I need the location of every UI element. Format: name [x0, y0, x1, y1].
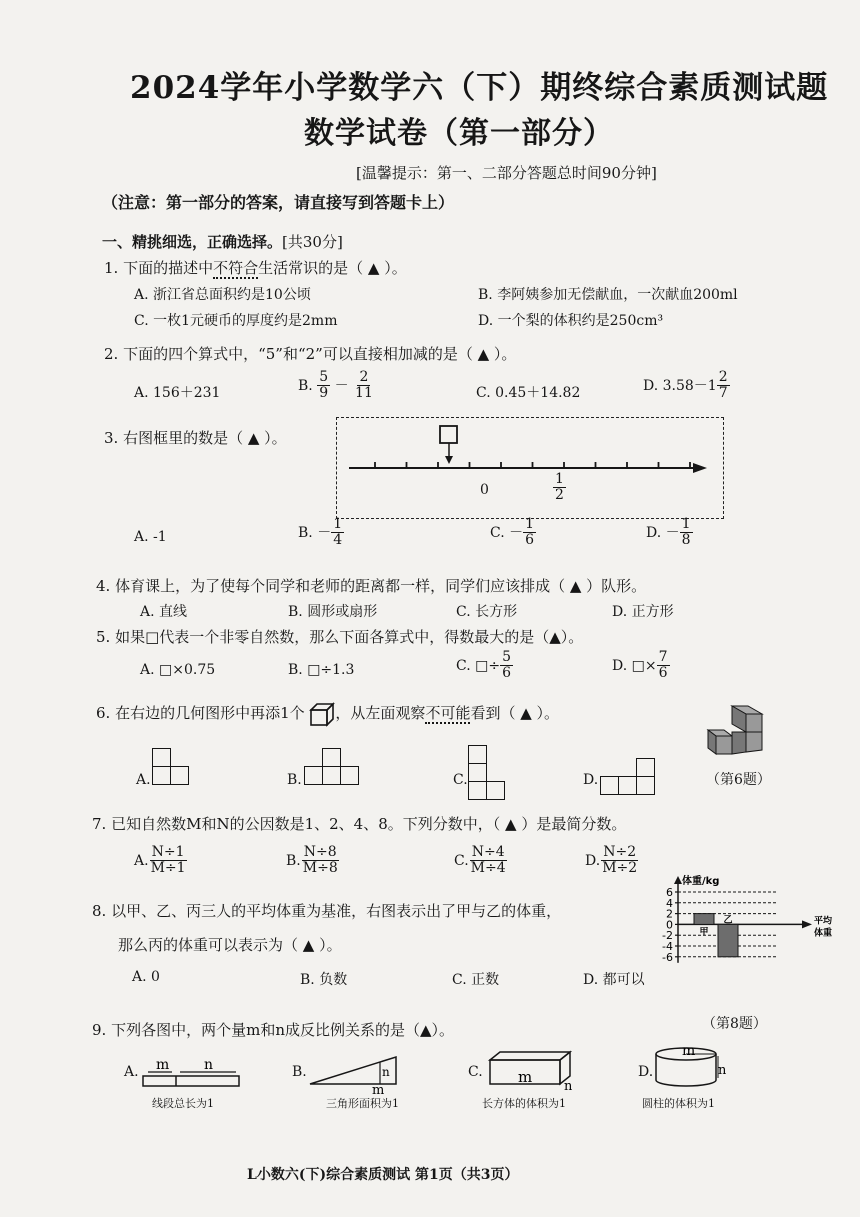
q6-option-a[interactable]: A.	[136, 772, 151, 788]
n-label: n	[204, 1057, 214, 1073]
q9-figure-b	[306, 1054, 416, 1098]
blank-box	[440, 426, 457, 443]
q2-option-d[interactable]	[643, 370, 730, 402]
exam-title: 2024学年小学数学六（下）期终综合素质测试题	[130, 70, 829, 106]
q7-option-d[interactable]	[585, 845, 639, 877]
x-axis-label: 平均	[814, 916, 833, 927]
answer-note: （注意：第一部分的答案，请直接写到答题卡上）	[102, 193, 455, 212]
q6-stem-part: 在右边的几何图形中再添1个	[115, 704, 305, 722]
q3-option-c[interactable]	[490, 517, 536, 549]
q9-caption-a: 线段总长为1	[152, 1097, 214, 1110]
denominator: M÷2	[602, 860, 638, 877]
numerator: 1	[525, 516, 535, 532]
n-label: n	[718, 1063, 727, 1078]
q3-text: 右图框里的数是（ ▲ ）。	[123, 429, 287, 447]
m-label: m	[518, 1068, 533, 1086]
q6-figure-a	[152, 748, 189, 785]
fraction	[523, 517, 536, 549]
q6-stem-part: ，从左面观察	[335, 704, 426, 722]
section-title: 一、精挑细选，正确选择。	[102, 233, 283, 251]
bar-label: 甲	[699, 927, 709, 938]
bar-甲	[694, 914, 714, 925]
numerator: 1	[555, 471, 564, 487]
q2-b-label: B.	[298, 377, 313, 394]
operator: －	[334, 377, 349, 394]
q1-stem-part: 下面的描述中	[123, 259, 214, 277]
q1-number: 1.	[104, 259, 119, 277]
q3-option-b[interactable]	[298, 517, 344, 549]
q2-d-label: D. 3.58－1	[643, 377, 717, 394]
q6-figure-c	[468, 745, 505, 800]
fraction	[680, 517, 693, 549]
n-label: n	[564, 1079, 573, 1094]
q4-text: 体育课上，为了使每个同学和老师的距离都一样，同学们应该排成（ ▲ ）队形。	[115, 577, 647, 595]
q9-caption-d: 圆柱的体积为1	[642, 1097, 715, 1110]
y-tick-label: -2	[662, 929, 673, 943]
y-tick-label: 4	[666, 896, 673, 910]
q8-stem-line1	[92, 900, 561, 921]
q3-b-label: B. －	[298, 524, 332, 541]
fraction	[553, 472, 566, 504]
q8-option-a[interactable]: A. 0	[132, 969, 160, 985]
q6-stem-part: 看到（ ▲ ）。	[470, 704, 560, 722]
denominator: 9	[319, 385, 329, 402]
fraction	[331, 517, 344, 549]
fraction	[657, 650, 670, 682]
q6-emphasis: 不可能	[425, 704, 471, 722]
q2-number: 2.	[104, 345, 119, 363]
numerator: 1	[681, 516, 691, 532]
denominator: 6	[658, 665, 668, 682]
q9-figure-a	[140, 1056, 246, 1094]
q4-stem	[96, 575, 646, 596]
q8-text: 以甲、乙、丙三人的平均体重为基准，右图表示出了甲与乙的体重，	[111, 902, 562, 920]
q4-option-c[interactable]: C. 长方形	[456, 604, 518, 620]
q8-option-b[interactable]: B. 负数	[300, 972, 348, 988]
denominator: 6	[525, 532, 535, 549]
q4-option-a[interactable]: A. 直线	[140, 604, 188, 620]
y-axis-label: 体重/kg	[682, 876, 720, 887]
q5-d-label: D. □×	[612, 657, 657, 674]
q6-figure-d	[600, 758, 655, 795]
q9-caption-b: 三角形面积为1	[326, 1097, 399, 1110]
q2-option-b[interactable]	[298, 370, 375, 402]
q3-option-a[interactable]: A. -1	[134, 529, 167, 545]
numerator: 2	[718, 369, 728, 385]
m-label: m	[156, 1057, 170, 1073]
q3-option-d[interactable]	[646, 517, 693, 549]
x-axis-label: 体重	[814, 928, 833, 939]
q5-stem	[96, 626, 583, 647]
weight-chart	[650, 866, 833, 1012]
q8-number: 8.	[92, 902, 107, 920]
q1-option-b[interactable]: B. 李阿姨参加无偿献血，一次献血200ml	[478, 287, 738, 303]
exam-subtitle: 数学试卷（第一部分）	[304, 116, 614, 151]
page-footer: L小数六(下)综合素质测试 第1页（共3页）	[247, 1167, 519, 1183]
q1-option-d[interactable]: D. 一个梨的体积约是250cm³	[478, 313, 664, 329]
q7-text: 已知自然数M和N的公因数是1、2、4、8。下列分数中，（ ▲ ）是最简分数。	[111, 815, 627, 833]
q7-b-label: B.	[286, 852, 301, 869]
denominator: M÷1	[150, 860, 186, 877]
q1-emphasis: 不符合	[213, 259, 259, 277]
denominator: 6	[502, 665, 511, 682]
q9-option-c[interactable]: C.	[468, 1064, 483, 1080]
numerator: 5	[319, 369, 329, 385]
cube-icon	[309, 702, 335, 726]
q6-option-b[interactable]: B.	[287, 772, 302, 788]
q6-stem	[96, 702, 559, 726]
q5-text: 如果□代表一个非零自然数，那么下面各算式中，得数最大的是（▲）。	[115, 628, 584, 646]
q2-option-c[interactable]: C. 0.45＋14.82	[476, 385, 581, 401]
q6-option-d[interactable]: D.	[583, 772, 599, 788]
q8-option-d[interactable]: D. 都可以	[583, 972, 645, 988]
q1-option-c[interactable]: C. 一枚1元硬币的厚度约是2mm	[134, 313, 338, 329]
y-tick-label: 0	[666, 918, 673, 932]
q5-number: 5.	[96, 628, 111, 646]
q6-caption: （第6题）	[706, 772, 771, 788]
q1-option-a[interactable]: A. 浙江省总面积约是10公顷	[134, 287, 311, 303]
q3-number: 3.	[104, 429, 119, 447]
cube-stack-figure	[702, 704, 770, 772]
q8-caption: （第8题）	[702, 1016, 767, 1032]
y-tick-label: -4	[662, 940, 673, 953]
numerator: 1	[333, 516, 343, 532]
q9-caption-c: 长方体的体积为1	[482, 1097, 566, 1110]
q7-option-a[interactable]	[134, 845, 188, 877]
q9-text: 下列各图中，两个量m和n成反比例关系的是（▲）。	[111, 1021, 455, 1039]
q9-stem	[92, 1019, 454, 1040]
q8-option-c[interactable]: C. 正数	[452, 972, 500, 988]
y-tick-label: 2	[666, 907, 673, 921]
q5-option-c[interactable]	[456, 650, 513, 682]
pointer-arrow-icon	[445, 456, 453, 464]
fraction	[717, 370, 730, 402]
q7-a-label: A.	[134, 852, 149, 869]
q5-option-a[interactable]: A. □×0.75	[140, 662, 216, 678]
bar-label: 乙	[723, 915, 733, 926]
q7-d-label: D.	[585, 852, 601, 869]
q1-stem-part: 生活常识的是（ ▲ ）。	[258, 259, 407, 277]
n-label: n	[382, 1065, 390, 1079]
q5-c-label: C. □÷	[456, 657, 501, 674]
q1-stem	[104, 257, 407, 278]
q2-option-a[interactable]: A. 156＋231	[134, 385, 221, 401]
q7-number: 7.	[92, 815, 107, 833]
section-points: [共30分]	[282, 233, 343, 251]
section-heading	[102, 231, 343, 252]
fraction	[500, 650, 513, 682]
q4-number: 4.	[96, 577, 111, 595]
fraction	[317, 370, 330, 402]
fraction	[301, 845, 340, 877]
q9-figure-d	[652, 1044, 728, 1090]
y-tick-label: -6	[662, 950, 673, 964]
numerator: 2	[359, 369, 369, 385]
y-axis-arrow-icon	[674, 876, 682, 884]
q6-option-c[interactable]: C.	[453, 772, 468, 788]
q4-option-d[interactable]: D. 正方形	[612, 604, 674, 620]
bar-乙	[718, 924, 738, 956]
q7-c-label: C.	[454, 852, 469, 869]
numerator: N÷8	[303, 844, 337, 860]
number-line	[337, 418, 723, 518]
q2-text: 下面的四个算式中，“5”和“2”可以直接相加减的是（ ▲ ）。	[123, 345, 517, 363]
q9-number: 9.	[92, 1021, 107, 1039]
q4-option-b[interactable]: B. 圆形或扇形	[288, 604, 378, 620]
denominator: 11	[355, 385, 373, 402]
m-label: m	[682, 1043, 696, 1059]
fraction	[469, 845, 508, 877]
q7-option-b[interactable]	[286, 845, 340, 877]
y-tick-label: 6	[666, 886, 673, 899]
number-line-frame	[336, 417, 724, 519]
q8-stem-line2: 那么丙的体重可以表示为（ ▲ ）。	[118, 936, 342, 954]
denominator: 2	[555, 487, 564, 504]
numerator: N÷4	[471, 844, 505, 860]
q5-option-d[interactable]	[612, 650, 670, 682]
fraction	[149, 845, 188, 877]
q7-option-c[interactable]	[454, 845, 508, 877]
q7-stem	[92, 813, 626, 834]
denominator: M÷8	[302, 860, 338, 877]
q9-figure-c	[484, 1050, 580, 1092]
q9-option-a[interactable]: A.	[124, 1064, 139, 1080]
q6-number: 6.	[96, 704, 111, 722]
q9-option-d[interactable]: D.	[638, 1064, 654, 1080]
numerator: N÷2	[603, 844, 637, 860]
fraction	[353, 370, 375, 402]
denominator: 4	[333, 532, 343, 549]
numerator: N÷1	[151, 844, 185, 860]
fraction	[600, 845, 639, 877]
zero-label: 0	[480, 482, 489, 498]
numerator: 5	[502, 649, 511, 665]
time-tip: [温馨提示：第一、二部分答题总时间90分钟]	[356, 164, 657, 182]
denominator: 8	[681, 532, 691, 549]
numerator: 7	[658, 649, 668, 665]
q3-stem	[104, 427, 287, 448]
arrow-icon	[693, 463, 707, 473]
q3-d-label: D. －	[646, 524, 680, 541]
half-label	[553, 472, 566, 504]
q9-option-b[interactable]: B.	[292, 1064, 307, 1080]
q3-c-label: C. －	[490, 524, 524, 541]
denominator: 7	[718, 385, 728, 402]
m-label: m	[372, 1083, 385, 1098]
q2-stem	[104, 343, 516, 364]
q5-option-b[interactable]: B. □÷1.3	[288, 662, 355, 678]
q6-figure-b	[304, 748, 359, 785]
x-axis-arrow-icon	[802, 920, 812, 928]
denominator: M÷4	[470, 860, 506, 877]
